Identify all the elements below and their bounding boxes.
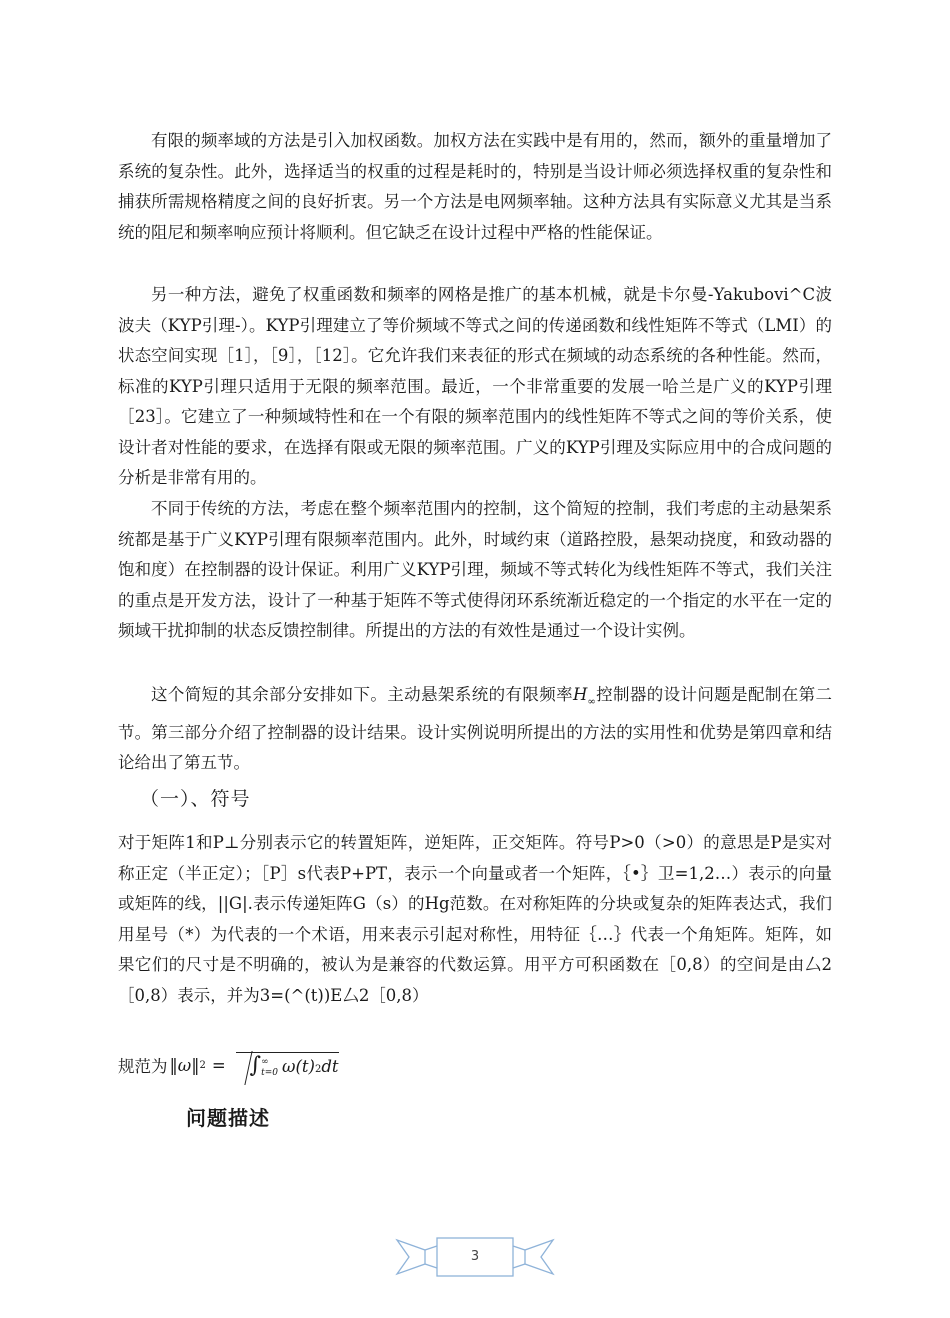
sqrt-symbol: ∫ ∞ t=0 ω(t)2dt	[236, 1052, 339, 1079]
notation-paragraph: 对于矩阵1和P⊥分别表示它的转置矩阵，逆矩阵，正交矩阵。符号P>0（>0）的意思是P是实对称正定（半正定）；［P］s代表P+PT，表示一个向量或者一个矩阵，｛•｝卫=1,2…）表示的向量或矩阵的线，||G|.表示传递矩阵G（s）的Hg范数。在对称矩阵的分块或复杂的矩阵表达式，我们用星号（*）为代表的一个术语，用来表示引起对称性，用特征｛…｝代表一个角矩阵。矩阵，如果它们的尺寸是不明确的，被认为是兼容的代数运算。用平方可积函数在［0,8）的空间是由厶2［0,8）表示，并为3=(^(t))E厶2［0,8）	[118, 833, 832, 1005]
paragraph-3: 不同于传统的方法，考虑在整个频率范围内的控制，这个简短的控制，我们考虑的主动悬架系统都是基于广义KYP引理有限频率范围内。此外，时域约束（道路控股，悬架动挠度，和致动器的饱和度）在控制器的设计保证。利用广义KYP引理，频域不等式转化为线性矩阵不等式，我们关注的重点是开发方法，设计了一种基于矩阵不等式使得闭环系统渐近稳定的一个指定的水平在一定的频域干扰抑制的状态反馈控制律。所提出的方法的有效性是通过一个设计实例。	[118, 499, 832, 640]
paragraph-2: 另一种方法，避免了权重函数和频率的网格是推广的基本机械，就是卡尔曼-Yakubovi^C波波夫（KYP引理-）。KYP引理建立了等价频域不等式之间的传递函数和线性矩阵不等式（LMI）的状态空间实现［1］，［9］，［12］。它允许我们来表征的形式在频域的动态系统的各种性能。然而，标准的KYP引理只适用于无限的频率范围。最近，一个非常重要的发展一哈兰是广义的KYP引理［23］。它建立了一种频域特性和在一个有限的频率范围内的线性矩阵不等式之间的等价关系，使设计者对性能的要求，在选择有限或无限的频率范围。广义的KYP引理及实际应用中的合成问题的分析是非常有用的。	[118, 285, 832, 487]
paragraph-4-before: 这个简短的其余部分安排如下。主动悬架系统的有限频率	[151, 685, 573, 704]
norm-definition	[118, 1052, 339, 1079]
h-inf-symbol: $H_\infty$	[572, 685, 596, 708]
paragraph-1: 有限的频率域的方法是引入加权函数。加权方法在实践中是有用的，然而，额外的重量增加了系统的复杂性。此外，选择适当的权重的过程是耗时的，特别是当设计师必须选择权重的复杂性和捕获所需规格精度之间的良好折衷。另一个方法是电网频率轴。这种方法具有实际意义尤其是当系统的阻尼和频率响应预计将顺利。但它缺乏在设计过程中严格的性能保证。	[118, 131, 832, 242]
page-footer	[395, 1232, 555, 1282]
paragraph-4	[118, 680, 832, 779]
section-heading-notation: （一）、符号	[140, 788, 251, 810]
norm-formula: ‖ω‖ 2 = ∫ ∞ t=0 ω(t)2dt	[169, 1053, 339, 1078]
norm-label: 规范为	[118, 1057, 168, 1077]
paragraph-4-after: 控制器的设计问题是配制在第二节。第三部分介绍了控制器的设计结果。设计实例说明所提出的方法的实用性和优势是第四章和结论给出了第五节。	[118, 685, 833, 773]
section-heading-problem: 问题描述	[186, 1106, 270, 1130]
page-number: 3	[470, 1249, 480, 1264]
